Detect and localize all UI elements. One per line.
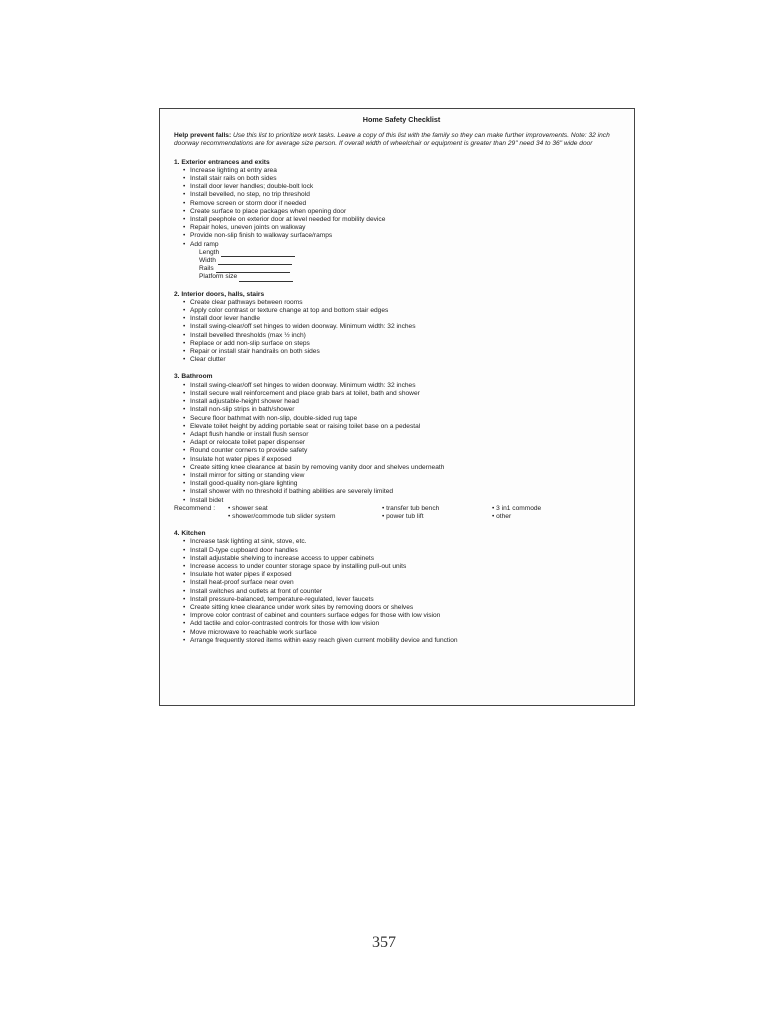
- ramp-field-width: [199, 257, 629, 265]
- checklist-item: • Install swing-clear/off set hinges to widen doorway. Minimum width: 32 inches: [183, 323, 629, 331]
- section-bathroom: [174, 373, 629, 521]
- document-title: Home Safety Checklist: [362, 115, 441, 124]
- checklist-item: • Add ramp: [183, 241, 629, 249]
- checklist-item: • Install non-slip strips in bath/shower: [183, 406, 629, 414]
- intro-text: Use this list to prioritize work tasks. Leave a copy of this list with the family so they can make further improvements. Note: 32 inch doorway recommendations are for average size person. If overall width of wheelchair or equipment is greater than 29" need 34 to 36" wide door: [174, 132, 610, 148]
- fill-in-line: [239, 275, 293, 282]
- checklist-item: • Secure floor bathmat with non-slip, double-sided rug tape: [183, 415, 629, 423]
- recommend-options: [174, 505, 629, 521]
- ramp-field-length: [199, 249, 629, 257]
- item-list: [174, 382, 629, 505]
- section-heading: 2. Interior doors, halls, stairs: [174, 290, 265, 298]
- checklist-item: • Move microwave to reachable work surface: [183, 629, 629, 637]
- checklist-frame: [159, 108, 635, 706]
- recommend-label: Recommend :: [174, 504, 216, 512]
- checklist-item: • Increase access to under counter storage space by installing pull-out units: [183, 563, 629, 571]
- fill-in-line: [221, 250, 295, 257]
- checklist-item: • Install switches and outlets at front of counter: [183, 588, 629, 596]
- checklist-item: • Install swing-clear/off set hinges to widen doorway. Minimum width: 32 inches: [183, 382, 629, 390]
- ramp-field-rails: [199, 265, 629, 273]
- checklist-item: • Remove screen or storm door if needed: [183, 200, 629, 208]
- checklist-item: • Install mirror for sitting or standing view: [183, 472, 629, 480]
- checklist-item: • Install stair rails on both sides: [183, 175, 629, 183]
- section-heading: 4. Kitchen: [174, 530, 206, 538]
- checklist-item: • Add tactile and color-contrasted controls for those with low vision: [183, 620, 629, 628]
- checklist-item: • Install bevelled, no step, no trip threshold: [183, 191, 629, 199]
- checklist-item: • Install heat-proof surface near oven: [183, 579, 629, 587]
- checklist-item: • Install adjustable shelving to increase access to upper cabinets: [183, 555, 629, 563]
- checklist-item: • Adapt or relocate toilet paper dispenser: [183, 439, 629, 447]
- checklist-item: • Insulate hot water pipes if exposed: [183, 571, 629, 579]
- section-heading: 1. Exterior entrances and exits: [174, 158, 270, 166]
- checklist-item: • Install good-quality non-glare lighting: [183, 480, 629, 488]
- ramp-fields: [174, 249, 629, 282]
- recommend-option: • power tub lift: [382, 513, 492, 521]
- intro-paragraph: [174, 132, 629, 148]
- checklist-item: • Repair or install stair handrails on both sides: [183, 348, 629, 356]
- section-interior: [174, 291, 629, 365]
- checklist-item: • Insulate hot water pipes if exposed: [183, 456, 629, 464]
- checklist-item: • Repair holes, uneven joints on walkway: [183, 224, 629, 232]
- page-number: 357: [372, 934, 396, 951]
- recommend-option: • shower seat: [228, 505, 382, 513]
- checklist-item: • Install door lever handle: [183, 315, 629, 323]
- checklist-item: • Create sitting knee clearance at basin by removing vanity door and shelves underneath: [183, 464, 629, 472]
- recommend-option: • shower/commode tub slider system: [228, 513, 382, 521]
- checklist-item: • Adapt flush handle or install flush sensor: [183, 431, 629, 439]
- ramp-field-platform-size: [199, 273, 629, 281]
- checklist-item: • Create clear pathways between rooms: [183, 299, 629, 307]
- item-list: [174, 299, 629, 365]
- checklist-item: • Elevate toilet height by adding portable seat or raising toilet base on a pedestal: [183, 423, 629, 431]
- fill-in-line: [216, 266, 290, 273]
- checklist-item: • Install pressure-balanced, temperature-regulated, lever faucets: [183, 596, 629, 604]
- checklist-item: • Create sitting knee clearance under work sites by removing doors or shelves: [183, 604, 629, 612]
- checklist-item: • Replace or add non-slip surface on steps: [183, 340, 629, 348]
- checklist-item: • Install door lever handles; double-bolt lock: [183, 183, 629, 191]
- fill-in-line: [218, 258, 292, 265]
- checklist-item: • Increase lighting at entry area: [183, 167, 629, 175]
- checklist-item: • Apply color contrast or texture change at top and bottom stair edges: [183, 307, 629, 315]
- recommend-option: • other: [492, 513, 602, 521]
- section-kitchen: [174, 530, 629, 645]
- checklist-item: • Install shower with no threshold if bathing abilities are severely limited: [183, 488, 629, 496]
- section-exterior: [174, 159, 629, 282]
- checklist-item: • Create surface to place packages when opening door: [183, 208, 629, 216]
- recommend-spacer: [174, 513, 228, 521]
- recommend-option: • 3 in1 commode: [492, 505, 602, 513]
- field-label: Width: [199, 257, 216, 265]
- checklist-item: • Improve color contrast of cabinet and counters surface edges for those with low vision: [183, 612, 629, 620]
- item-list: [174, 167, 629, 249]
- checklist-item: • Install D-type cupboard door handles: [183, 547, 629, 555]
- checklist-item: • Install bidet: [183, 497, 629, 505]
- field-label: Rails: [199, 265, 214, 273]
- field-label: Length: [199, 248, 220, 256]
- recommend-option: • transfer tub bench: [382, 505, 492, 513]
- checklist-item: • Increase task lighting at sink, stove, etc.: [183, 538, 629, 546]
- checklist-item: • Clear clutter: [183, 356, 629, 364]
- checklist-item: • Arrange frequently stored items within easy reach given current mobility device and function: [183, 637, 629, 645]
- checklist-item: • Provide non-slip finish to walkway surface/ramps: [183, 232, 629, 240]
- item-list: [174, 538, 629, 645]
- checklist-item: • Install bevelled thresholds (max ½ inch): [183, 332, 629, 340]
- checklist-content: [174, 116, 629, 654]
- field-label: Platform size: [199, 273, 238, 281]
- intro-lead: Help prevent falls:: [174, 132, 232, 140]
- checklist-item: • Round counter corners to provide safety: [183, 447, 629, 455]
- checklist-item: • Install secure wall reinforcement and place grab bars at toilet, bath and shower: [183, 390, 629, 398]
- section-heading: 3. Bathroom: [174, 373, 213, 381]
- checklist-item: • Install peephole on exterior door at level needed for mobility device: [183, 216, 629, 224]
- checklist-item: • Install adjustable-height shower head: [183, 398, 629, 406]
